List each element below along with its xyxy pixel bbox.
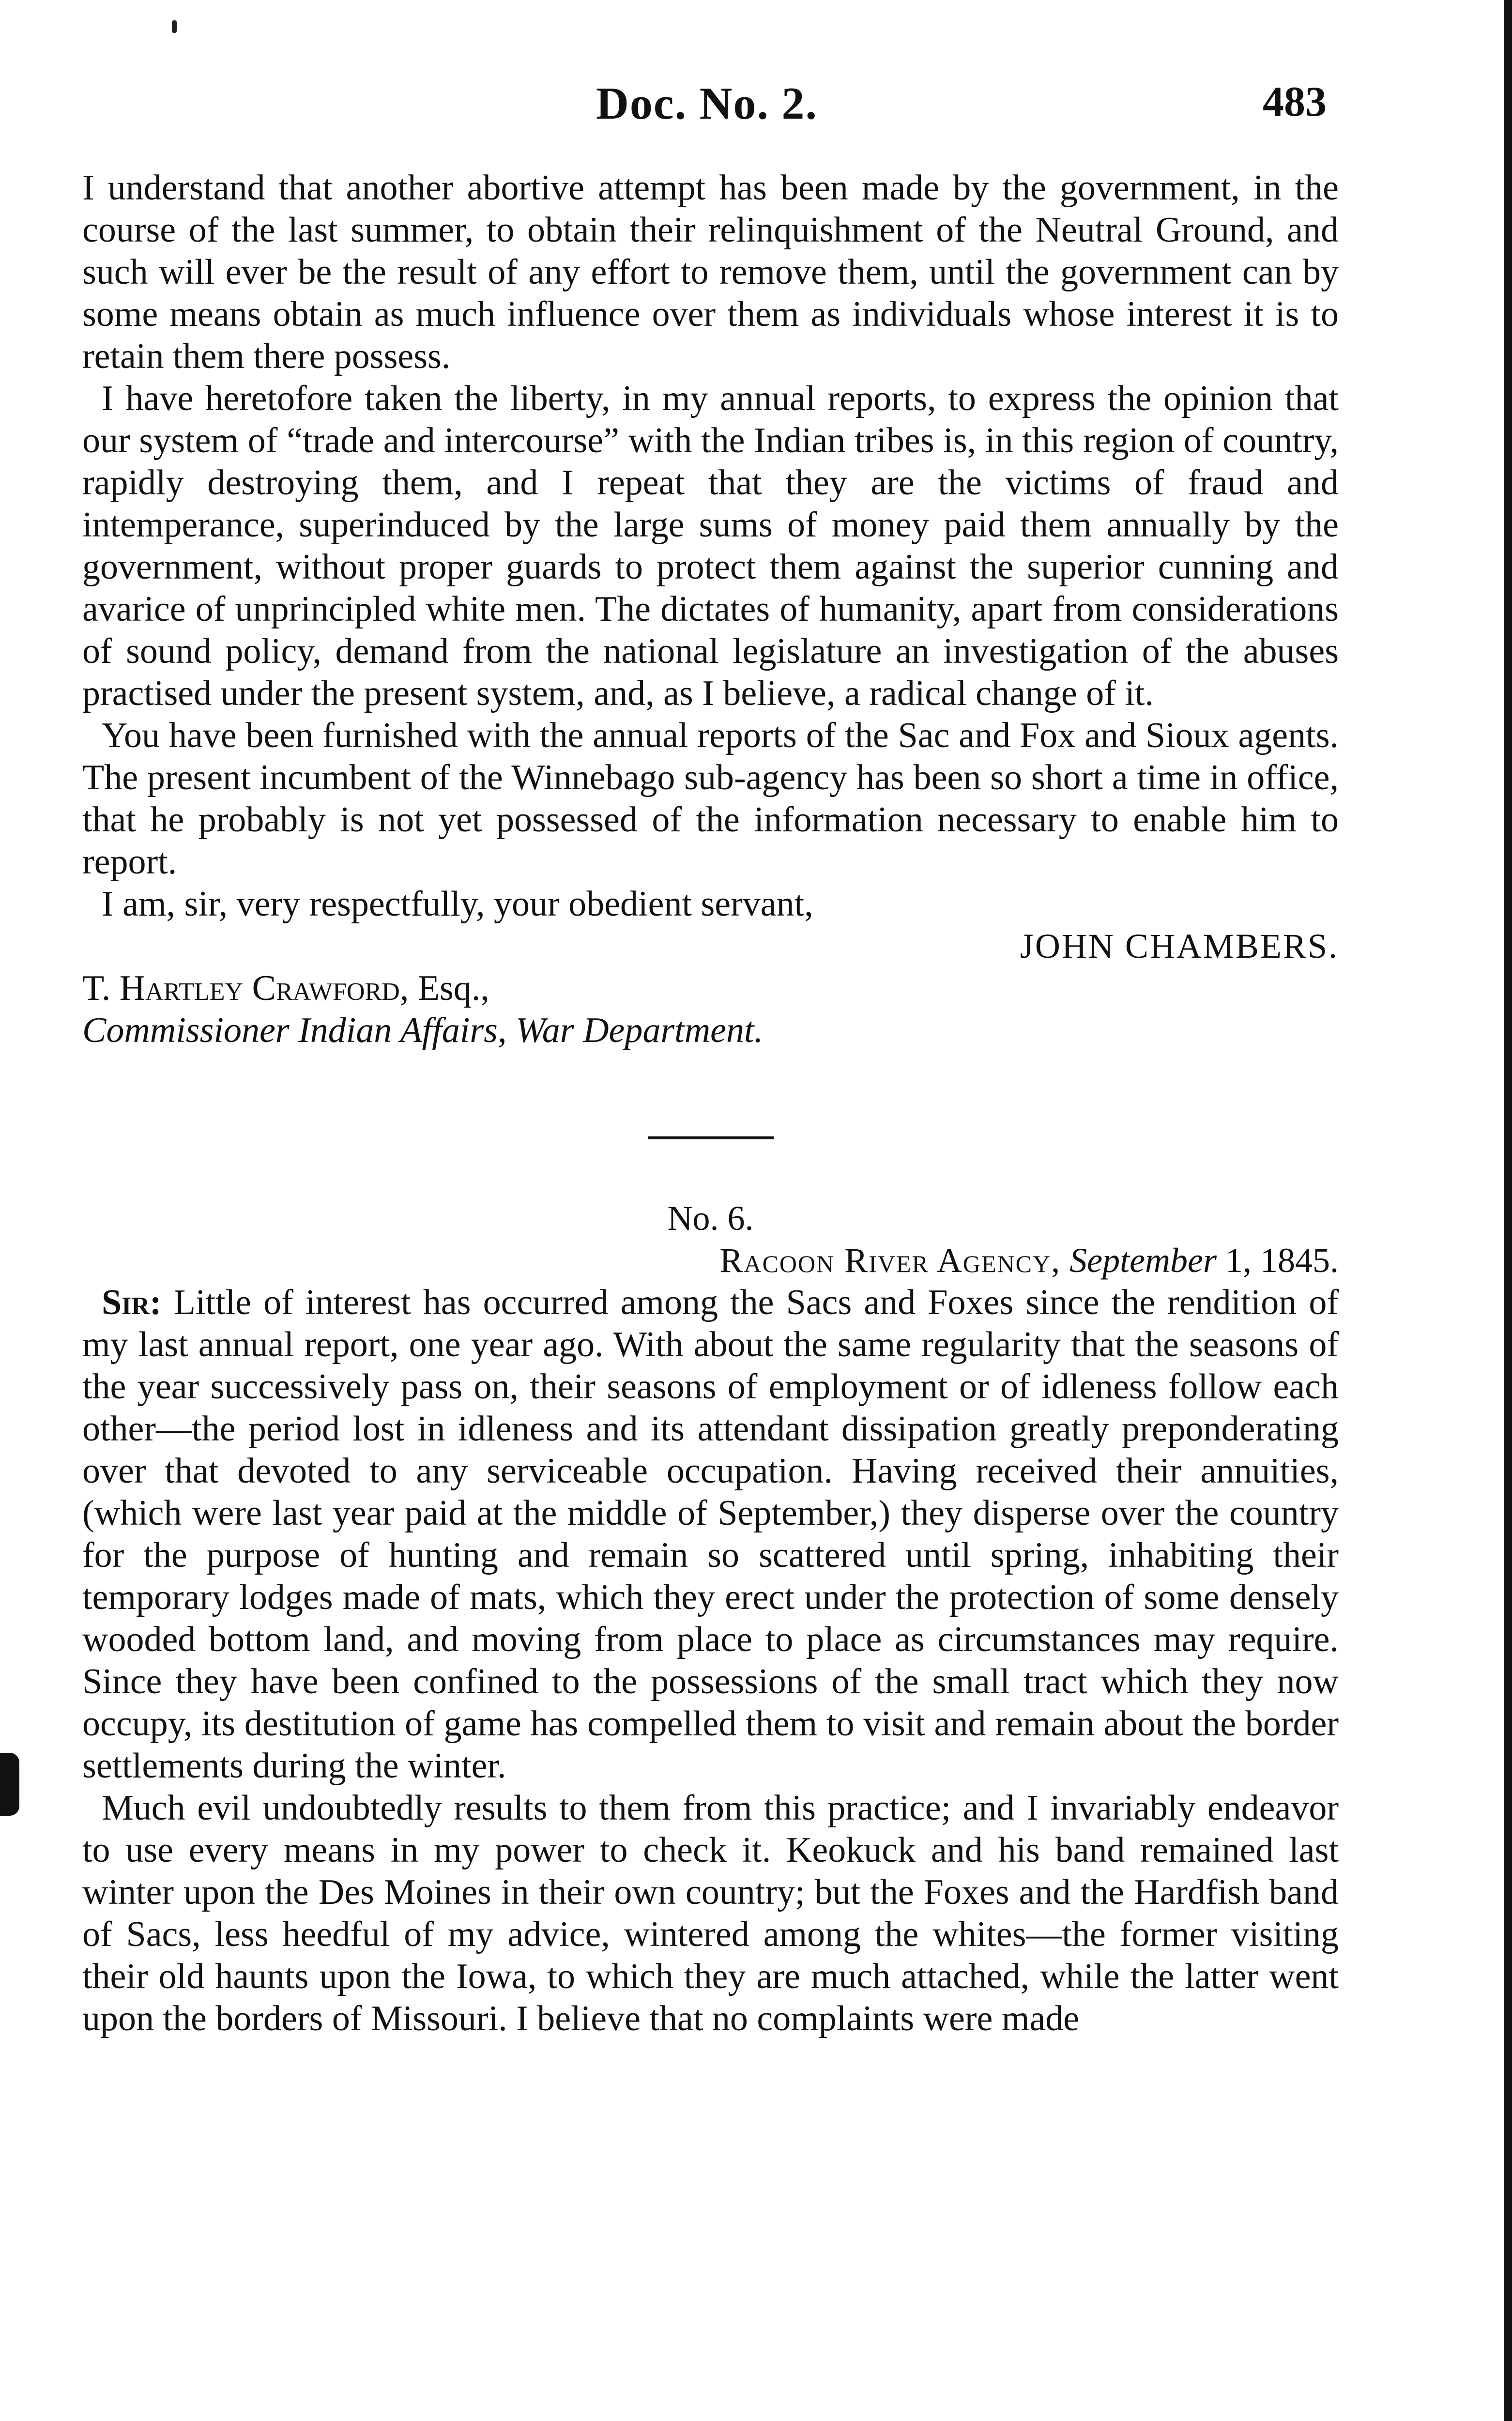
dateline [82, 1240, 1339, 1282]
document-title: Doc. No. 2. [596, 78, 818, 129]
ink-speck [172, 20, 177, 33]
paragraph-much-evil: Much evil undoubtedly results to them from this practice; and I invariably endeavor to use every means in my power to check it. Keokuck and his band remained last winter upon the Des Moines in their own country; but the Foxes and the Hardfish band of Sacs, less heedful of my advice, wintered among the whites—the former visiting their old haunts upon the Iowa, to which they are much attached, while the latter went upon the borders of Missouri. I believe that no complaints were made [82, 1788, 1339, 2038]
page-edge-shadow [1504, 0, 1512, 2421]
addressee-line [82, 967, 1339, 1010]
paragraph-neutral-ground: I understand that another abortive attempt has been made by the government, in the course of the last summer, to obtain their relinquishment of the Neutral Ground, and such will ever be the result of any effort to remove them, until the government can by some means obtain as much influence over them as individuals whose interest it is to retain them there possess. [82, 168, 1339, 376]
signature: JOHN CHAMBERS. [1020, 927, 1339, 965]
section-divider [648, 1136, 774, 1139]
dateline-day-year: 1, 1845. [1217, 1241, 1339, 1280]
binding-mark [0, 1753, 19, 1816]
addressee-title: Commissioner Indian Affairs, War Department. [82, 1011, 764, 1050]
document-body [82, 167, 1339, 2040]
page-number: 483 [1263, 78, 1327, 125]
paragraph-little-interest-text: Little of interest has occurred among the Sacs and Foxes since the rendition of my last annual report, one year ago. With about the same regularity that the seasons of the year successively pass on, their seasons of employment or of idleness follow each other—the period lost in idleness and its attendant dissipation greatly preponderating over that devoted to any serviceable occupation. Having received their annuities, (which were last year paid at the middle of September,) they disperse over the country for the purpose of hunting and remain so scattered until spring, inhabiting their temporary lodges made of mats, which they erect under the protection of some densely wooded bottom land, and moving from place to place as circumstances may require. Since they have been confined to the possessions of the small tract which they now occupy, its destitution of game has compelled them to visit and remain about the border settlements during the winter. [82, 1283, 1339, 1786]
salutation: Sir: [102, 1283, 162, 1322]
section-number: No. 6. [667, 1199, 754, 1238]
paragraph-little-interest [82, 1282, 1339, 1787]
running-header [87, 77, 1327, 140]
dateline-month: September [1069, 1241, 1217, 1280]
paragraph-trade-intercourse: I have heretofore taken the liberty, in my annual reports, to express the opinion that our system of “trade and intercourse” with the Indian tribes is, in this region of country, rapidly destroying them, and I repeat that they are the victims of fraud and intemperance, superinduced by the large sums of money paid them annually by the government, without proper guards to protect them against the superior cunning and avarice of unprincipled white men. The dictates of humanity, apart from considerations of sound policy, demand from the national legislature an investigation of the abuses practised under the present system, and, as I believe, a radical change of it. [82, 379, 1339, 713]
paragraph-annual-reports: You have been furnished with the annual reports of the Sac and Fox and Sioux agents. The present incumbent of the Winnebago sub-agency has been so short a time in office, that he probably is not yet possessed of the information necessary to enable him to report. [82, 716, 1339, 882]
addressee-name: T. Hartley Crawford [82, 968, 400, 1008]
closing-line: I am, sir, very respectfully, your obedient servant, [102, 884, 813, 924]
dateline-place: Racoon River Agency, [719, 1241, 1061, 1280]
addressee-suffix: , Esq., [399, 968, 489, 1008]
